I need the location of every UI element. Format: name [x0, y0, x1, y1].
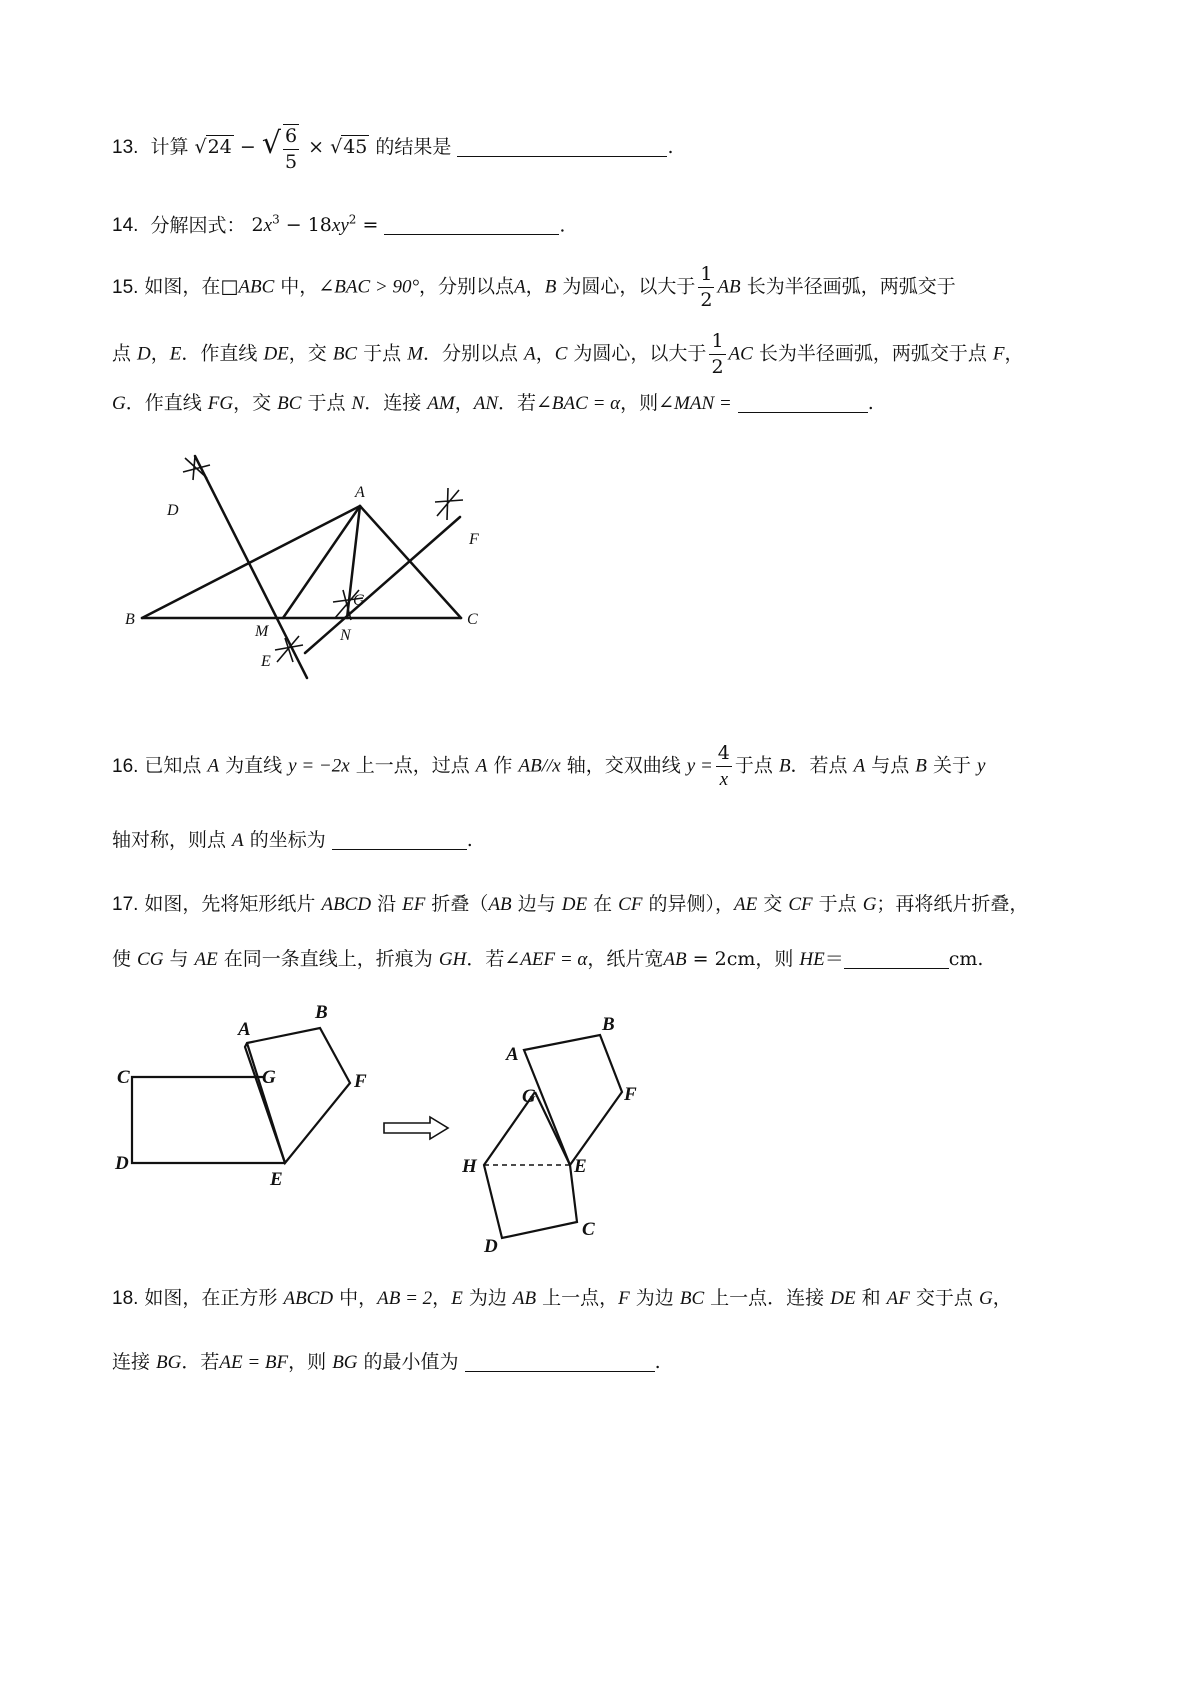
radical-sign: √	[330, 136, 343, 158]
label-h: H	[462, 1156, 477, 1177]
question-number: 17.	[112, 894, 139, 915]
answer-blank[interactable]	[457, 136, 667, 157]
radical-sign: √	[194, 136, 207, 158]
question-text: 计算	[150, 136, 189, 158]
question-16-line-1: 16. 已知点 A 为直线 y = −2x 上一点，过点 A 作 AB//x 轴，交双曲线 y = $\frac{4}{x}$ 于点 B．若点 A 与点 B 关于 y	[112, 742, 986, 790]
label-a: A	[238, 1019, 251, 1040]
label-f: F	[354, 1071, 367, 1092]
answer-blank[interactable]	[844, 948, 949, 969]
operator: −	[239, 136, 256, 158]
label-d: D	[115, 1153, 129, 1174]
label-a: A	[355, 484, 365, 501]
question-17-line-2: 使 CG 与 AE 在同一条直线上，折痕为 GH．若∠AEF = α，纸片宽AB = 2cm，则 HE＝ cm.	[112, 948, 984, 970]
fraction: $\frac{1}{2}$	[711, 330, 724, 378]
radicand: 45	[343, 136, 368, 158]
fraction: $\frac{1}{2}$	[700, 263, 713, 311]
line-fg	[305, 517, 460, 653]
question-18-line-2: 连接 BG．若AE = BF，则 BG 的最小值为 .	[112, 1351, 661, 1373]
label-a: A	[506, 1044, 519, 1065]
question-17-line-1: 17. 如图，先将矩形纸片 ABCD 沿 EF 折叠（AB 边与 DE 在 CF 的异侧），AE 交 CF 于点 G；再将纸片折叠，	[112, 893, 1029, 915]
label-e: E	[270, 1169, 283, 1190]
arrow-icon	[382, 1115, 452, 1141]
question-text: 分解因式：	[150, 214, 246, 237]
radical-sign: √	[261, 126, 281, 161]
radicand: 24	[207, 136, 232, 158]
math-expression: $2x^3 - 18xy^2$ =	[251, 213, 379, 237]
fraction: $\frac{4}{x}$	[717, 742, 730, 790]
question-18-line-1: 18. 如图，在正方形 ABCD 中，AB = 2，E 为边 AB 上一点，F 为边 BC 上一点．连接 DE 和 AF 交于点 G，	[112, 1287, 1012, 1309]
figure-17-folded-rectangle	[110, 995, 380, 1195]
label-f: F	[469, 531, 479, 548]
label-e: E	[261, 653, 271, 670]
question-number: 14.	[112, 215, 139, 237]
label-c: C	[582, 1219, 595, 1240]
label-c: C	[467, 611, 478, 628]
label-n: N	[340, 627, 351, 644]
label-e: E	[574, 1156, 587, 1177]
label-b: B	[315, 1002, 328, 1023]
question-16-line-2: 轴对称，则点 A 的坐标为 .	[112, 829, 473, 851]
question-15-line-2: 点 D，E．作直线 DE，交 BC 于点 M．分别以点 A，C 为圆心，以大于 $\frac{1}{2}$ AC 长为半径画弧，两弧交于点 F，	[112, 330, 1024, 378]
answer-blank[interactable]	[384, 214, 559, 235]
answer-blank[interactable]	[332, 829, 467, 850]
figure-15-triangle-construction	[115, 440, 505, 690]
answer-blank[interactable]	[738, 392, 868, 413]
question-15-line-3: G．作直线 FG，交 BC 于点 N．连接 AM，AN．若∠BAC = α，则∠MAN = .	[112, 392, 874, 414]
label-f: F	[624, 1084, 637, 1105]
question-14: 14. 分解因式： $2x^3 - 18xy^2$ = .	[112, 213, 566, 237]
label-d: D	[167, 502, 179, 519]
label-m: M	[255, 623, 269, 640]
segment-ab	[142, 506, 360, 618]
question-number: 15.	[112, 276, 139, 298]
label-c: C	[117, 1067, 130, 1088]
question-number: 13.	[112, 137, 139, 158]
figure-17-second-fold	[462, 1000, 662, 1265]
question-13: 13. 计算 √24 − √ $\frac{6}{5}$ × √45 的结果是 .	[112, 125, 674, 173]
line-de	[195, 456, 307, 678]
question-number: 18.	[112, 1288, 139, 1309]
label-g: G	[522, 1086, 536, 1107]
question-15-line-1: 15. 如图，在□ABC 中，∠BAC > 90°，分别以点A，B 为圆心，以大于 $\frac{1}{2}$ AB 长为半径画弧，两弧交于	[112, 263, 956, 311]
label-b: B	[602, 1014, 615, 1035]
label-g: G	[262, 1067, 276, 1088]
label-d: D	[484, 1236, 498, 1257]
operator: ×	[308, 136, 325, 158]
label-g: G	[353, 592, 365, 609]
question-text: 的结果是	[375, 136, 452, 158]
label-b: B	[125, 611, 135, 628]
fraction: $\frac{6}{5}$	[284, 125, 298, 173]
question-number: 16.	[112, 755, 139, 777]
answer-blank[interactable]	[465, 1351, 655, 1372]
